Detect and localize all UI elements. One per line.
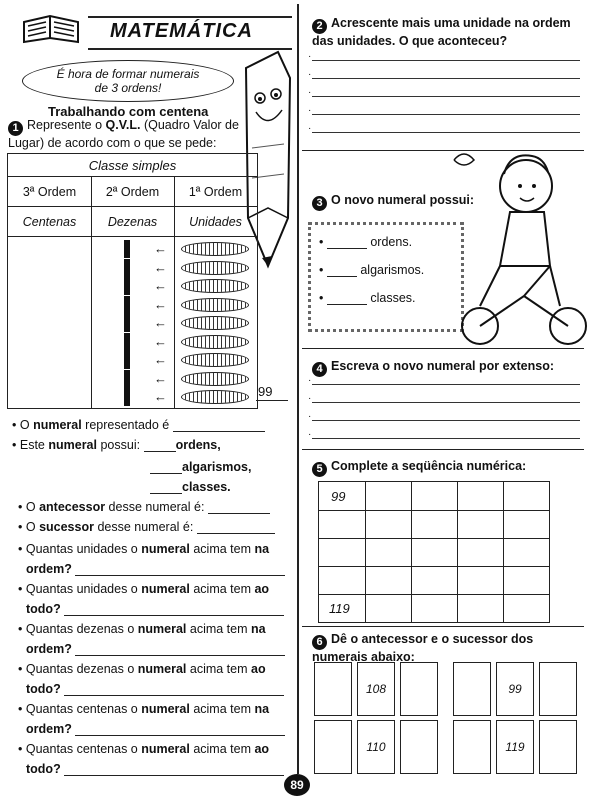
dezena-bar [124, 277, 130, 295]
unidade-ellipse [181, 279, 249, 293]
qvl-order-1: 1ª Ordem [188, 185, 243, 199]
item-bold: ordem? [26, 562, 72, 576]
question-6 [312, 632, 582, 665]
item-bold: ao [254, 742, 270, 756]
item-text: acima tem [186, 622, 251, 636]
title-block [22, 10, 290, 50]
answer-line[interactable] [312, 96, 580, 97]
unidade-ellipse [181, 353, 249, 367]
answer-field[interactable] [208, 501, 270, 514]
q1-item [12, 418, 265, 432]
q1-item [18, 500, 270, 514]
qvl-value: 99 [258, 384, 273, 399]
left-arrow-icon: ← [154, 370, 167, 386]
sequence-grid [318, 481, 550, 623]
left-arrow-icon: ← [154, 352, 167, 367]
q5-text: Complete a seqüência numérica: [331, 459, 527, 473]
q1-item [18, 742, 269, 756]
blank-field[interactable] [150, 461, 182, 474]
blank-field[interactable] [327, 236, 367, 249]
answer-line[interactable] [312, 438, 580, 439]
q4-text: Escreva o novo numeral por extenso: [331, 359, 554, 373]
answer-box[interactable] [400, 720, 438, 774]
left-arrow-icon: ← [154, 259, 167, 275]
unidade-ellipse [181, 335, 249, 349]
item-bold: na [254, 702, 270, 716]
q1-item-continued [26, 762, 284, 776]
q3-item-label: ordens. [370, 235, 413, 249]
q1-item [12, 438, 221, 452]
item-text: acima tem [189, 702, 255, 716]
boy-on-bicycle-illustration [440, 146, 588, 346]
q3-item-1: • ordens. [319, 235, 413, 249]
left-arrow-icon: ← [154, 389, 167, 404]
fill-label: algarismos, [182, 460, 252, 474]
q1-item [18, 702, 269, 716]
q1-item [18, 582, 269, 596]
dezena-bar [124, 314, 130, 332]
grid-line [319, 594, 549, 595]
item-bold: antecessor [39, 500, 106, 514]
item-text: Quantas centenas o [25, 702, 142, 716]
dezena-bar [124, 259, 130, 277]
item-bold: ao [251, 662, 266, 676]
item-bold: numeral [141, 582, 190, 596]
q1-item [150, 480, 231, 494]
item-text: acima tem [189, 582, 255, 596]
q1-item-continued [26, 602, 284, 616]
dezena-bar [124, 296, 130, 314]
question-number-3: 3 [312, 196, 327, 211]
qvl-table [7, 153, 258, 409]
q3-item-2: • algarismos. [319, 263, 425, 277]
q1-item [18, 662, 266, 676]
answer-line[interactable] [312, 132, 580, 133]
question-number-2: 2 [312, 19, 327, 34]
item-bold: todo? [26, 682, 61, 696]
dezena-bar [124, 388, 130, 406]
item-text: acima tem [189, 542, 255, 556]
item-bold: numeral [137, 662, 187, 676]
question-4 [312, 359, 554, 377]
q1-text-post: (Quadro Valor de Lugar) de acordo com o que se pede: [8, 118, 239, 150]
q6-text: Dê o antecessor e o sucessor dos numerais abaixo: [312, 632, 534, 664]
given-number-box: 108 [357, 662, 395, 716]
page-title: MATEMÁTICA [110, 20, 253, 42]
item-bold: todo? [26, 602, 61, 616]
answer-line[interactable] [312, 402, 580, 403]
left-arrow-icon: ← [154, 278, 167, 293]
item-text: desse numeral é: [105, 500, 205, 514]
grid-line [319, 566, 549, 567]
fill-label: ordens, [175, 438, 221, 452]
dezena-bar [124, 333, 130, 351]
given-number-box: 99 [496, 662, 534, 716]
bullet: • [18, 520, 26, 534]
answer-box[interactable] [400, 662, 438, 716]
qvl-name-centenas: Centenas [22, 215, 77, 229]
bullet: • [18, 622, 26, 636]
given-number-box: 119 [496, 720, 534, 774]
q1-text-pre: Represente o [27, 118, 106, 132]
page-number: 89 [284, 774, 310, 796]
grid-first-value: 99 [331, 489, 346, 504]
bullet: • [18, 662, 26, 676]
answer-box[interactable] [539, 720, 577, 774]
grid-line [319, 510, 549, 511]
q3-item-label: classes. [370, 291, 416, 305]
dezena-bar [124, 370, 130, 388]
dezena-bar [124, 240, 130, 258]
item-bold: ordem? [26, 642, 72, 656]
item-text: desse numeral é: [93, 520, 194, 534]
qvl-divider-1 [91, 176, 92, 408]
item-text: Quantas dezenas o [25, 662, 138, 676]
qvl-name-unidades: Unidades [189, 215, 242, 229]
blank-field[interactable] [144, 439, 176, 452]
item-bold: numeral [141, 742, 190, 756]
q2-text: Acrescente mais uma unidade na ordem das unidades. O que aconteceu? [312, 16, 571, 48]
answer-line[interactable] [312, 420, 580, 421]
item-text: Quantas unidades o [25, 582, 142, 596]
q1-item [150, 460, 251, 474]
qvl-class-label: Classe simples [88, 158, 177, 173]
question-number-5: 5 [312, 462, 327, 477]
item-bold: sucessor [39, 520, 94, 534]
question-1 [8, 118, 248, 151]
qvl-names-row [8, 206, 257, 237]
item-bold: numeral [141, 542, 190, 556]
answer-line[interactable] [312, 384, 580, 385]
q1-item [18, 520, 275, 534]
answer-field[interactable] [75, 643, 285, 656]
question-number-6: 6 [312, 635, 327, 650]
answer-box[interactable] [453, 720, 491, 774]
item-bold: ao [254, 582, 270, 596]
unidade-ellipse [181, 298, 249, 312]
bubble-line-2: de 3 ordens! [94, 81, 162, 95]
left-arrow-icon: ← [154, 296, 167, 312]
q1-item-continued [26, 682, 284, 696]
dezena-bar [124, 351, 130, 369]
answer-field[interactable] [64, 763, 284, 776]
grid-last-value: 119 [329, 601, 350, 616]
q1-item [18, 542, 269, 556]
unidade-ellipse [181, 316, 249, 330]
qvl-name-dezenas: Dezenas [107, 215, 158, 229]
item-text: acima tem [186, 662, 251, 676]
qvl-orders-row [8, 176, 257, 207]
q3-item-label: algarismos. [360, 263, 425, 277]
blank-field[interactable] [150, 481, 182, 494]
bullet: • [12, 418, 20, 432]
q3-text: O novo numeral possui: [331, 193, 475, 207]
item-bold: na [254, 542, 270, 556]
grid-line [319, 538, 549, 539]
bullet: • [18, 742, 26, 756]
answer-line[interactable] [312, 114, 580, 115]
speech-bubble [22, 60, 234, 102]
qvl-order-3: 3ª Ordem [22, 185, 77, 199]
column-divider [297, 4, 299, 774]
blank-field[interactable] [327, 292, 367, 305]
bullet: • [18, 542, 26, 556]
section-divider [302, 626, 584, 627]
left-arrow-icon: ← [154, 333, 167, 349]
q1-item-continued [26, 562, 285, 576]
grid-line [411, 482, 412, 622]
bullet: • [12, 438, 20, 452]
answer-field[interactable] [64, 603, 284, 616]
q1-text-bold: Q.V.L. [105, 118, 141, 132]
unidade-ellipse [181, 261, 249, 275]
item-bold: numeral [141, 702, 190, 716]
qvl-divider-2 [174, 176, 175, 408]
item-text: O [25, 520, 40, 534]
bullet: • [18, 582, 26, 596]
answer-field[interactable] [75, 563, 285, 576]
grid-line [503, 482, 504, 622]
left-arrow-icon: ← [154, 315, 167, 330]
q3-item-3: • classes. [319, 291, 416, 305]
item-bold: na [251, 622, 266, 636]
answer-box[interactable] [314, 720, 352, 774]
answer-box[interactable] [539, 662, 577, 716]
answer-line[interactable] [312, 60, 580, 61]
answer-box[interactable] [314, 662, 352, 716]
item-bold: ordem? [26, 722, 72, 736]
question-2 [312, 16, 582, 49]
item-text: Este [19, 438, 49, 452]
q1-item [18, 622, 266, 636]
answer-field[interactable] [64, 683, 284, 696]
answer-field[interactable] [197, 521, 275, 534]
item-text: O [19, 418, 34, 432]
given-number-box: 110 [357, 720, 395, 774]
bullet: • [18, 702, 26, 716]
item-text: Quantas centenas o [25, 742, 142, 756]
qvl-value-line [256, 400, 288, 401]
qvl-order-2: 2ª Ordem [105, 185, 160, 199]
item-bold: todo? [26, 762, 61, 776]
title-rule-top [88, 16, 292, 18]
blank-field[interactable] [327, 264, 357, 277]
bubble-line-1: É hora de formar numerais [56, 67, 200, 81]
item-text: representado é [81, 418, 170, 432]
question-number-1: 1 [8, 121, 23, 136]
item-text: acima tem [189, 742, 255, 756]
qvl-class-row [8, 154, 257, 177]
answer-field[interactable] [75, 723, 285, 736]
unidade-ellipse [181, 390, 249, 404]
q1-item-continued [26, 642, 285, 656]
item-text: Quantas dezenas o [25, 622, 138, 636]
q1-item-continued [26, 722, 285, 736]
answer-field[interactable] [173, 419, 265, 432]
item-bold: numeral [33, 418, 82, 432]
item-bold: numeral [48, 438, 97, 452]
left-arrow-icon: ← [154, 241, 167, 256]
unidade-ellipse [181, 242, 249, 256]
section-divider [302, 348, 584, 349]
section-heading: Trabalhando com centena [48, 104, 209, 119]
unidade-ellipse [181, 372, 249, 386]
section-divider [302, 449, 584, 450]
item-bold: numeral [137, 622, 187, 636]
grid-line [457, 482, 458, 622]
bullet: • [18, 500, 26, 514]
fill-label: classes. [182, 480, 231, 494]
book-icon [22, 14, 80, 44]
item-text: Quantas unidades o [25, 542, 142, 556]
answer-box[interactable] [453, 662, 491, 716]
item-text: possui: [97, 438, 141, 452]
item-text: O [25, 500, 40, 514]
question-5 [312, 459, 526, 477]
grid-line [365, 482, 366, 622]
answer-line[interactable] [312, 78, 580, 79]
question-number-4: 4 [312, 362, 327, 377]
